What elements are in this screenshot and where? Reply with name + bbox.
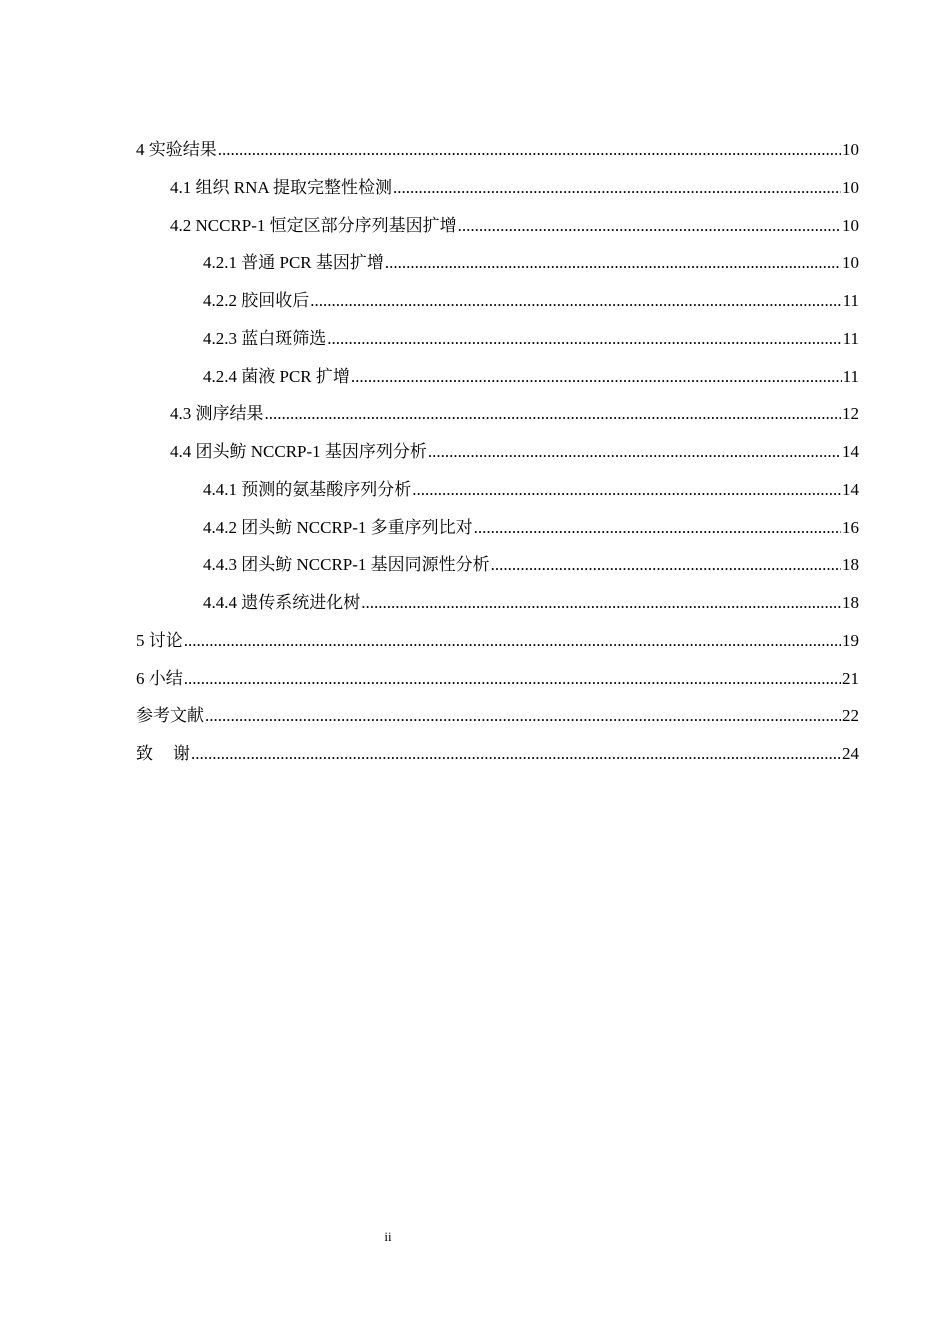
- toc-entry-page: 22: [842, 706, 859, 725]
- dot-leader: [412, 478, 841, 502]
- toc-entry-page: 11: [842, 367, 859, 386]
- toc-entry-page: 11: [842, 329, 859, 348]
- toc-entry[interactable]: [170, 440, 859, 464]
- dot-leader: [191, 742, 841, 766]
- toc-entry[interactable]: [203, 553, 859, 577]
- toc-entry-label: 4 实验结果: [136, 140, 217, 159]
- toc-entry-label: 4.2.4 菌液 PCR 扩增: [203, 367, 350, 386]
- toc-entry[interactable]: [203, 327, 859, 351]
- toc-entry-label: 4.1 组织 RNA 提取完整性检测: [170, 178, 392, 197]
- toc-entry-label: 4.2.3 蓝白斑筛选: [203, 329, 327, 348]
- toc-entry-label: 4.4.1 预测的氨基酸序列分析: [203, 480, 412, 499]
- toc-entry-label: 4.4.3 团头鲂 NCCRP-1 基因同源性分析: [203, 555, 490, 574]
- dot-leader: [218, 138, 841, 162]
- toc-entry[interactable]: [203, 251, 859, 275]
- toc-entry-page: 16: [842, 518, 859, 537]
- toc-entry-page: 14: [842, 442, 859, 461]
- toc-entry[interactable]: [170, 176, 859, 200]
- toc-entry[interactable]: [203, 516, 859, 540]
- toc-entry-page: 24: [842, 744, 859, 763]
- toc-entry-page: 11: [842, 291, 859, 310]
- toc-entry-label-part: 谢: [173, 744, 190, 763]
- toc-entry-label: 4.3 测序结果: [170, 404, 264, 423]
- dot-leader: [458, 214, 841, 238]
- dot-leader: [265, 402, 842, 426]
- toc-entry-label: 6 小结: [136, 669, 183, 688]
- toc-entry-page: 14: [842, 480, 859, 499]
- toc-entry[interactable]: [203, 365, 859, 389]
- dot-leader: [491, 553, 841, 577]
- toc-entry-page: 10: [842, 178, 859, 197]
- dot-leader: [184, 667, 841, 691]
- toc-entry-page: 21: [842, 669, 859, 688]
- toc-entry-label: 4.4.4 遗传系统进化树: [203, 593, 361, 612]
- dot-leader: [385, 251, 841, 275]
- toc-entry-label: 4.2.2 胶回收后: [203, 291, 310, 310]
- toc-entry[interactable]: [136, 742, 859, 766]
- toc-entry-label: 参考文献: [136, 706, 204, 725]
- toc-entry-page: 18: [842, 555, 859, 574]
- toc-entry-page: 10: [842, 216, 859, 235]
- toc-entry[interactable]: [136, 629, 859, 653]
- toc-entry[interactable]: [203, 289, 859, 313]
- toc-entry[interactable]: [136, 704, 859, 728]
- toc-entry[interactable]: [136, 667, 859, 691]
- page-number: ii: [384, 1229, 392, 1244]
- toc-entry-page: 12: [842, 404, 859, 423]
- dot-leader: [393, 176, 841, 200]
- toc-entry-label: 4.4 团头鲂 NCCRP-1 基因序列分析: [170, 442, 427, 461]
- toc-entry-label: 4.2.1 普通 PCR 基因扩增: [203, 253, 384, 272]
- toc-entry-page: 19: [842, 631, 859, 650]
- dot-leader: [205, 704, 841, 728]
- dot-leader: [327, 327, 841, 351]
- toc-entry[interactable]: [170, 402, 859, 426]
- toc-entry-page: 18: [842, 593, 859, 612]
- toc-entry-label: 5 讨论: [136, 631, 183, 650]
- toc-entry[interactable]: [170, 214, 859, 238]
- dot-leader: [474, 516, 841, 540]
- dot-leader: [184, 629, 841, 653]
- toc-entry-label: [136, 742, 190, 766]
- toc-entry-page: 10: [842, 253, 859, 272]
- toc-entry-label-part: 致: [136, 744, 153, 763]
- toc-entry-page: 10: [842, 140, 859, 159]
- dot-leader: [428, 440, 841, 464]
- toc-entry-label: 4.4.2 团头鲂 NCCRP-1 多重序列比对: [203, 518, 473, 537]
- dot-leader: [310, 289, 841, 313]
- toc-entry[interactable]: [203, 591, 859, 615]
- toc-entry[interactable]: [136, 138, 859, 162]
- dot-leader: [361, 591, 841, 615]
- dot-leader: [351, 365, 842, 389]
- toc-entry-label: 4.2 NCCRP-1 恒定区部分序列基因扩增: [170, 216, 457, 235]
- toc-entry[interactable]: [203, 478, 859, 502]
